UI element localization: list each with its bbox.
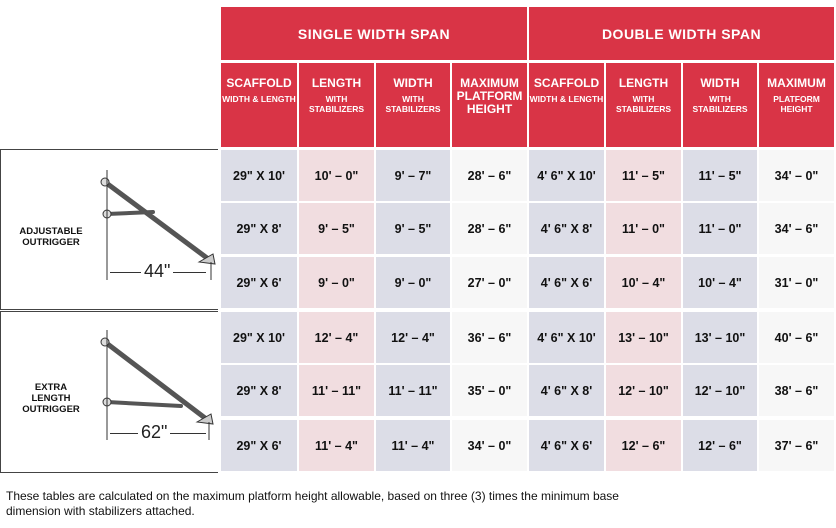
table-cell: 9' – 7" [376, 150, 450, 201]
column-header-6 [606, 63, 681, 147]
table-cell: 28' – 6" [452, 150, 527, 201]
column-header-subtitle: WITH STABILIZERS [615, 94, 672, 114]
table-cell: 4' 6" X 8' [529, 203, 604, 254]
column-header-8 [759, 63, 834, 147]
table-cell: 12' – 10" [606, 365, 681, 416]
table-cell: 29" X 6' [221, 257, 297, 308]
table-cell: 11' – 4" [376, 420, 450, 471]
table-cell: 11' – 4" [299, 420, 374, 471]
table-cell: 31' – 0" [759, 257, 834, 308]
table-cell: 36' – 6" [452, 312, 527, 363]
table-cell: 12' – 6" [683, 420, 757, 471]
table-cell: 10' – 4" [683, 257, 757, 308]
table-cell: 12' – 4" [376, 312, 450, 363]
column-header-title: LENGTH [311, 76, 362, 90]
table-cell: 29" X 10' [221, 312, 297, 363]
table-cell: 29" X 8' [221, 365, 297, 416]
adjustable-outrigger-label: ADJUSTABLE OUTRIGGER [19, 226, 83, 248]
column-header-title: WIDTH [393, 76, 433, 90]
table-cell: 9' – 5" [376, 203, 450, 254]
column-header-2 [299, 63, 374, 147]
table-cell: 11' – 11" [299, 365, 374, 416]
table-cell: 11' – 0" [683, 203, 757, 254]
column-header-title: SCAFFOLD [226, 76, 292, 90]
column-header-1 [221, 63, 297, 147]
column-header-title: MAXIMUM PLATFORM HEIGHT [456, 76, 523, 116]
table-cell: 10' – 0" [299, 150, 374, 201]
column-header-subtitle: PLATFORM HEIGHT [773, 94, 820, 114]
column-header-3 [376, 63, 450, 147]
table-cell: 4' 6" X 10' [529, 150, 604, 201]
table-cell: 35' – 0" [452, 365, 527, 416]
column-header-subtitle: WITH STABILIZERS [308, 94, 365, 114]
column-header-4 [452, 63, 527, 147]
table-cell: 27' – 0" [452, 257, 527, 308]
footnote: These tables are calculated on the maximum platform height allowable, based on three (3) times the minimum base dimension with stabilizers attached. [6, 489, 619, 518]
table-cell: 4' 6" X 10' [529, 312, 604, 363]
table-cell: 9' – 0" [299, 257, 374, 308]
table-cell: 13' – 10" [606, 312, 681, 363]
table-cell: 34' – 0" [759, 150, 834, 201]
table-cell: 11' – 5" [606, 150, 681, 201]
table-cell: 12' – 4" [299, 312, 374, 363]
table-cell: 28' – 6" [452, 203, 527, 254]
table-cell: 12' – 6" [606, 420, 681, 471]
column-header-subtitle: WIDTH & LENGTH [222, 94, 296, 104]
column-header-title: LENGTH [618, 76, 669, 90]
table-cell: 13' – 10" [683, 312, 757, 363]
table-cell: 38' – 6" [759, 365, 834, 416]
table-cell: 29" X 10' [221, 150, 297, 201]
table-cell: 29" X 6' [221, 420, 297, 471]
table-cell: 11' – 11" [376, 365, 450, 416]
single-width-span-header: SINGLE WIDTH SPAN [221, 7, 527, 60]
column-header-subtitle: WITH STABILIZERS [385, 94, 441, 114]
table-cell: 12' – 10" [683, 365, 757, 416]
column-header-7 [683, 63, 757, 147]
column-header-subtitle: WITH STABILIZERS [692, 94, 748, 114]
extra-length-outrigger-label: EXTRA LENGTH OUTRIGGER [22, 382, 80, 415]
table-cell: 9' – 5" [299, 203, 374, 254]
column-header-5 [529, 63, 604, 147]
extra-length-dimension-label: 62" [138, 422, 170, 443]
column-header-subtitle: WIDTH & LENGTH [529, 94, 604, 104]
table-cell: 10' – 4" [606, 257, 681, 308]
table-cell: 29" X 8' [221, 203, 297, 254]
adjustable-dimension-label: 44" [141, 261, 173, 282]
column-header-title: MAXIMUM [767, 76, 826, 90]
table-cell: 11' – 0" [606, 203, 681, 254]
column-header-title: SCAFFOLD [533, 76, 600, 90]
table-cell: 11' – 5" [683, 150, 757, 201]
table-cell: 40' – 6" [759, 312, 834, 363]
table-cell: 4' 6" X 6' [529, 420, 604, 471]
table-cell: 4' 6" X 8' [529, 365, 604, 416]
table-cell: 9' – 0" [376, 257, 450, 308]
table-cell: 4' 6" X 6' [529, 257, 604, 308]
table-cell: 34' – 6" [759, 203, 834, 254]
table-cell: 37' – 6" [759, 420, 834, 471]
table-cell: 34' – 0" [452, 420, 527, 471]
column-header-title: WIDTH [700, 76, 740, 90]
double-width-span-header: DOUBLE WIDTH SPAN [529, 7, 834, 60]
